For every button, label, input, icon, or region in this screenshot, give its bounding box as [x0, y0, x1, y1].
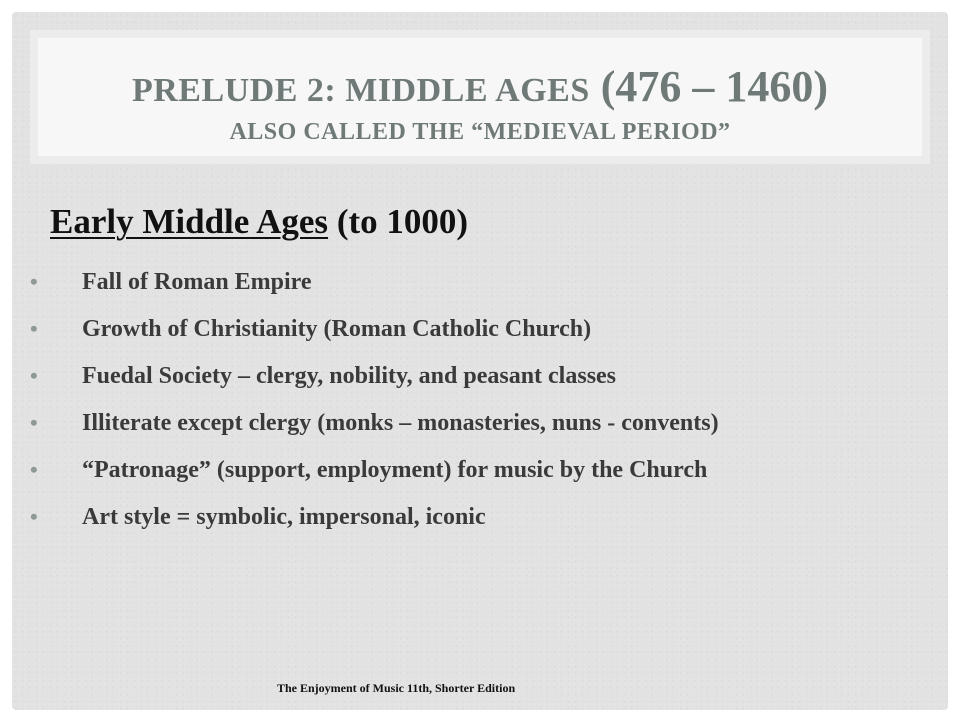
slide	[12, 12, 948, 710]
section-heading-rest: (to 1000)	[328, 202, 469, 241]
section-heading	[50, 202, 468, 242]
bullet-item	[30, 408, 930, 438]
bullet-dot-icon: •	[30, 410, 38, 435]
footer-text: The Enjoyment of Music 11th, Shorter Edition	[277, 681, 516, 695]
bullet-item	[30, 502, 930, 532]
bullet-item	[30, 361, 930, 391]
title-prefix: PRELUDE 2: MIDDLE AGES	[131, 72, 590, 109]
title-box	[30, 30, 930, 164]
bullet-item	[30, 314, 930, 344]
bullet-text: Growth of Christianity (Roman Catholic Church)	[82, 316, 592, 342]
bullet-dot-icon: •	[30, 269, 38, 294]
slide-title-subline: ALSO CALLED THE “MEDIEVAL PERIOD”	[229, 119, 731, 145]
title-years: (476 – 1460)	[600, 62, 829, 111]
bullet-text: Illiterate except clergy (monks – monasteries, nuns - convents)	[82, 410, 719, 436]
bullet-text: Fuedal Society – clergy, nobility, and peasant classes	[82, 363, 617, 389]
bullet-list	[30, 267, 930, 549]
bullet-item	[30, 267, 930, 297]
bullet-item	[30, 455, 930, 485]
bullet-dot-icon: •	[30, 457, 38, 482]
bullet-text: Art style = symbolic, impersonal, iconic	[82, 504, 486, 530]
bullet-dot-icon: •	[30, 504, 38, 529]
bullet-dot-icon: •	[30, 363, 38, 388]
slide-title	[38, 64, 922, 114]
section-heading-underlined: Early Middle Ages	[50, 202, 329, 241]
bullet-dot-icon: •	[30, 316, 38, 341]
bullet-text: “Patronage” (support, employment) for music by the Church	[82, 457, 708, 483]
bullet-text: Fall of Roman Empire	[82, 269, 312, 295]
